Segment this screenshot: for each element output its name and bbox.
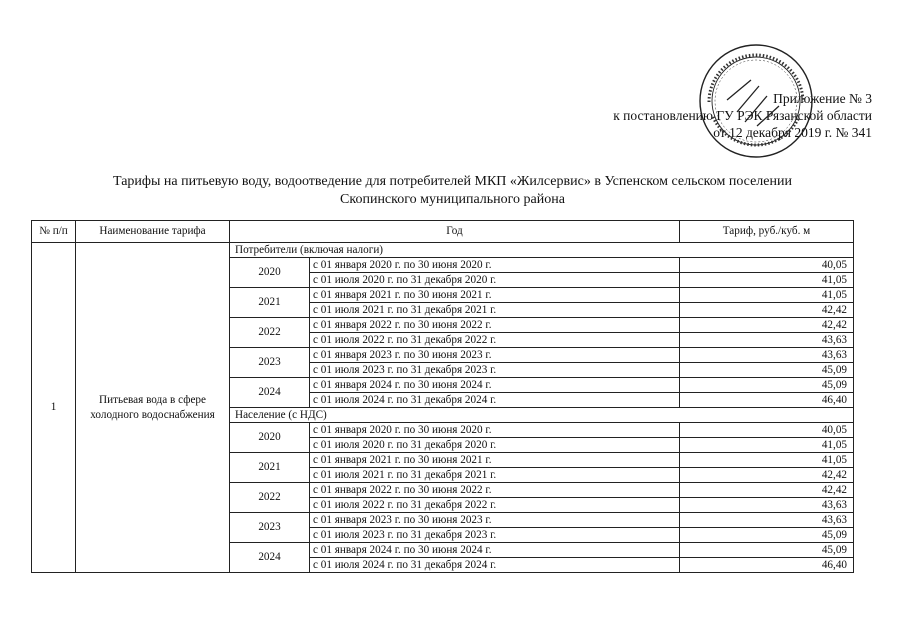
period-cell: с 01 января 2020 г. по 30 июня 2020 г.: [310, 258, 680, 273]
year-cell: 2023: [230, 513, 310, 543]
resolution-date: от 12 декабря 2019 г. № 341: [713, 125, 872, 140]
period-cell: с 01 июля 2021 г. по 31 декабря 2021 г.: [310, 303, 680, 318]
tariff-value-cell: 43,63: [680, 498, 854, 513]
year-cell: 2021: [230, 453, 310, 483]
period-cell: с 01 января 2022 г. по 30 июня 2022 г.: [310, 318, 680, 333]
group-row: [32, 243, 854, 258]
period-cell: с 01 января 2023 г. по 30 июня 2023 г.: [310, 513, 680, 528]
year-cell: 2022: [230, 483, 310, 513]
consumer-group-label: Население (с НДС): [230, 408, 854, 423]
year-cell: 2020: [230, 258, 310, 288]
year-cell: 2021: [230, 288, 310, 318]
period-cell: с 01 января 2021 г. по 30 июня 2021 г.: [310, 453, 680, 468]
tariff-value-cell: 42,42: [680, 318, 854, 333]
consumer-group-label: Потребители (включая налоги): [230, 243, 854, 258]
document-title: [0, 173, 905, 209]
period-cell: с 01 июля 2024 г. по 31 декабря 2024 г.: [310, 393, 680, 408]
tariff-value-cell: 41,05: [680, 273, 854, 288]
col-header-number: № п/п: [32, 221, 76, 243]
year-cell: 2020: [230, 423, 310, 453]
period-cell: с 01 июля 2022 г. по 31 декабря 2022 г.: [310, 333, 680, 348]
tariff-value-cell: 43,63: [680, 513, 854, 528]
period-cell: с 01 июля 2023 г. по 31 декабря 2023 г.: [310, 528, 680, 543]
period-cell: с 01 января 2023 г. по 30 июня 2023 г.: [310, 348, 680, 363]
tariff-name-cell: Питьевая вода в сфере холодного водоснабжения: [76, 243, 230, 573]
year-cell: 2024: [230, 378, 310, 408]
row-number-cell: 1: [32, 243, 76, 573]
col-header-tariff: Тариф, руб./куб. м: [680, 221, 854, 243]
tariff-value-cell: 41,05: [680, 453, 854, 468]
tariff-value-cell: 42,42: [680, 303, 854, 318]
period-cell: с 01 января 2022 г. по 30 июня 2022 г.: [310, 483, 680, 498]
period-cell: с 01 июля 2023 г. по 31 декабря 2023 г.: [310, 363, 680, 378]
appendix-number: Приложение № 3: [773, 91, 872, 106]
tariff-value-cell: 40,05: [680, 258, 854, 273]
period-cell: с 01 июля 2020 г. по 31 декабря 2020 г.: [310, 438, 680, 453]
period-cell: с 01 июля 2021 г. по 31 декабря 2021 г.: [310, 468, 680, 483]
period-cell: с 01 июля 2022 г. по 31 декабря 2022 г.: [310, 498, 680, 513]
tariff-value-cell: 41,05: [680, 288, 854, 303]
tariff-value-cell: 41,05: [680, 438, 854, 453]
period-cell: с 01 января 2024 г. по 30 июня 2024 г.: [310, 378, 680, 393]
official-seal: [697, 42, 815, 160]
tariff-value-cell: 42,42: [680, 468, 854, 483]
tariff-value-cell: 42,42: [680, 483, 854, 498]
period-cell: с 01 января 2020 г. по 30 июня 2020 г.: [310, 423, 680, 438]
tariff-value-cell: 43,63: [680, 333, 854, 348]
year-cell: 2023: [230, 348, 310, 378]
tariff-value-cell: 43,63: [680, 348, 854, 363]
period-cell: с 01 июля 2020 г. по 31 декабря 2020 г.: [310, 273, 680, 288]
tariff-value-cell: 45,09: [680, 543, 854, 558]
tariff-value-cell: 46,40: [680, 558, 854, 573]
period-cell: с 01 января 2021 г. по 30 июня 2021 г.: [310, 288, 680, 303]
table-body: [32, 243, 854, 573]
tariff-value-cell: 46,40: [680, 393, 854, 408]
title-line-1: Тарифы на питьевую воду, водоотведение для потребителей МКП «Жилсервис» в Успенском сельском поселении: [113, 174, 792, 189]
tariff-value-cell: 45,09: [680, 378, 854, 393]
tariff-table: [31, 220, 854, 573]
col-header-tariff-name: Наименование тарифа: [76, 221, 230, 243]
col-header-year: Год: [230, 221, 680, 243]
year-cell: 2024: [230, 543, 310, 573]
title-line-2: Скопинского муниципального района: [340, 192, 565, 207]
period-cell: с 01 января 2024 г. по 30 июня 2024 г.: [310, 543, 680, 558]
tariff-value-cell: 40,05: [680, 423, 854, 438]
resolution-reference: к постановлению ГУ РЭК Рязанской области: [613, 108, 872, 123]
tariff-value-cell: 45,09: [680, 528, 854, 543]
year-cell: 2022: [230, 318, 310, 348]
table-header-row: [32, 221, 854, 243]
period-cell: с 01 июля 2024 г. по 31 декабря 2024 г.: [310, 558, 680, 573]
tariff-value-cell: 45,09: [680, 363, 854, 378]
